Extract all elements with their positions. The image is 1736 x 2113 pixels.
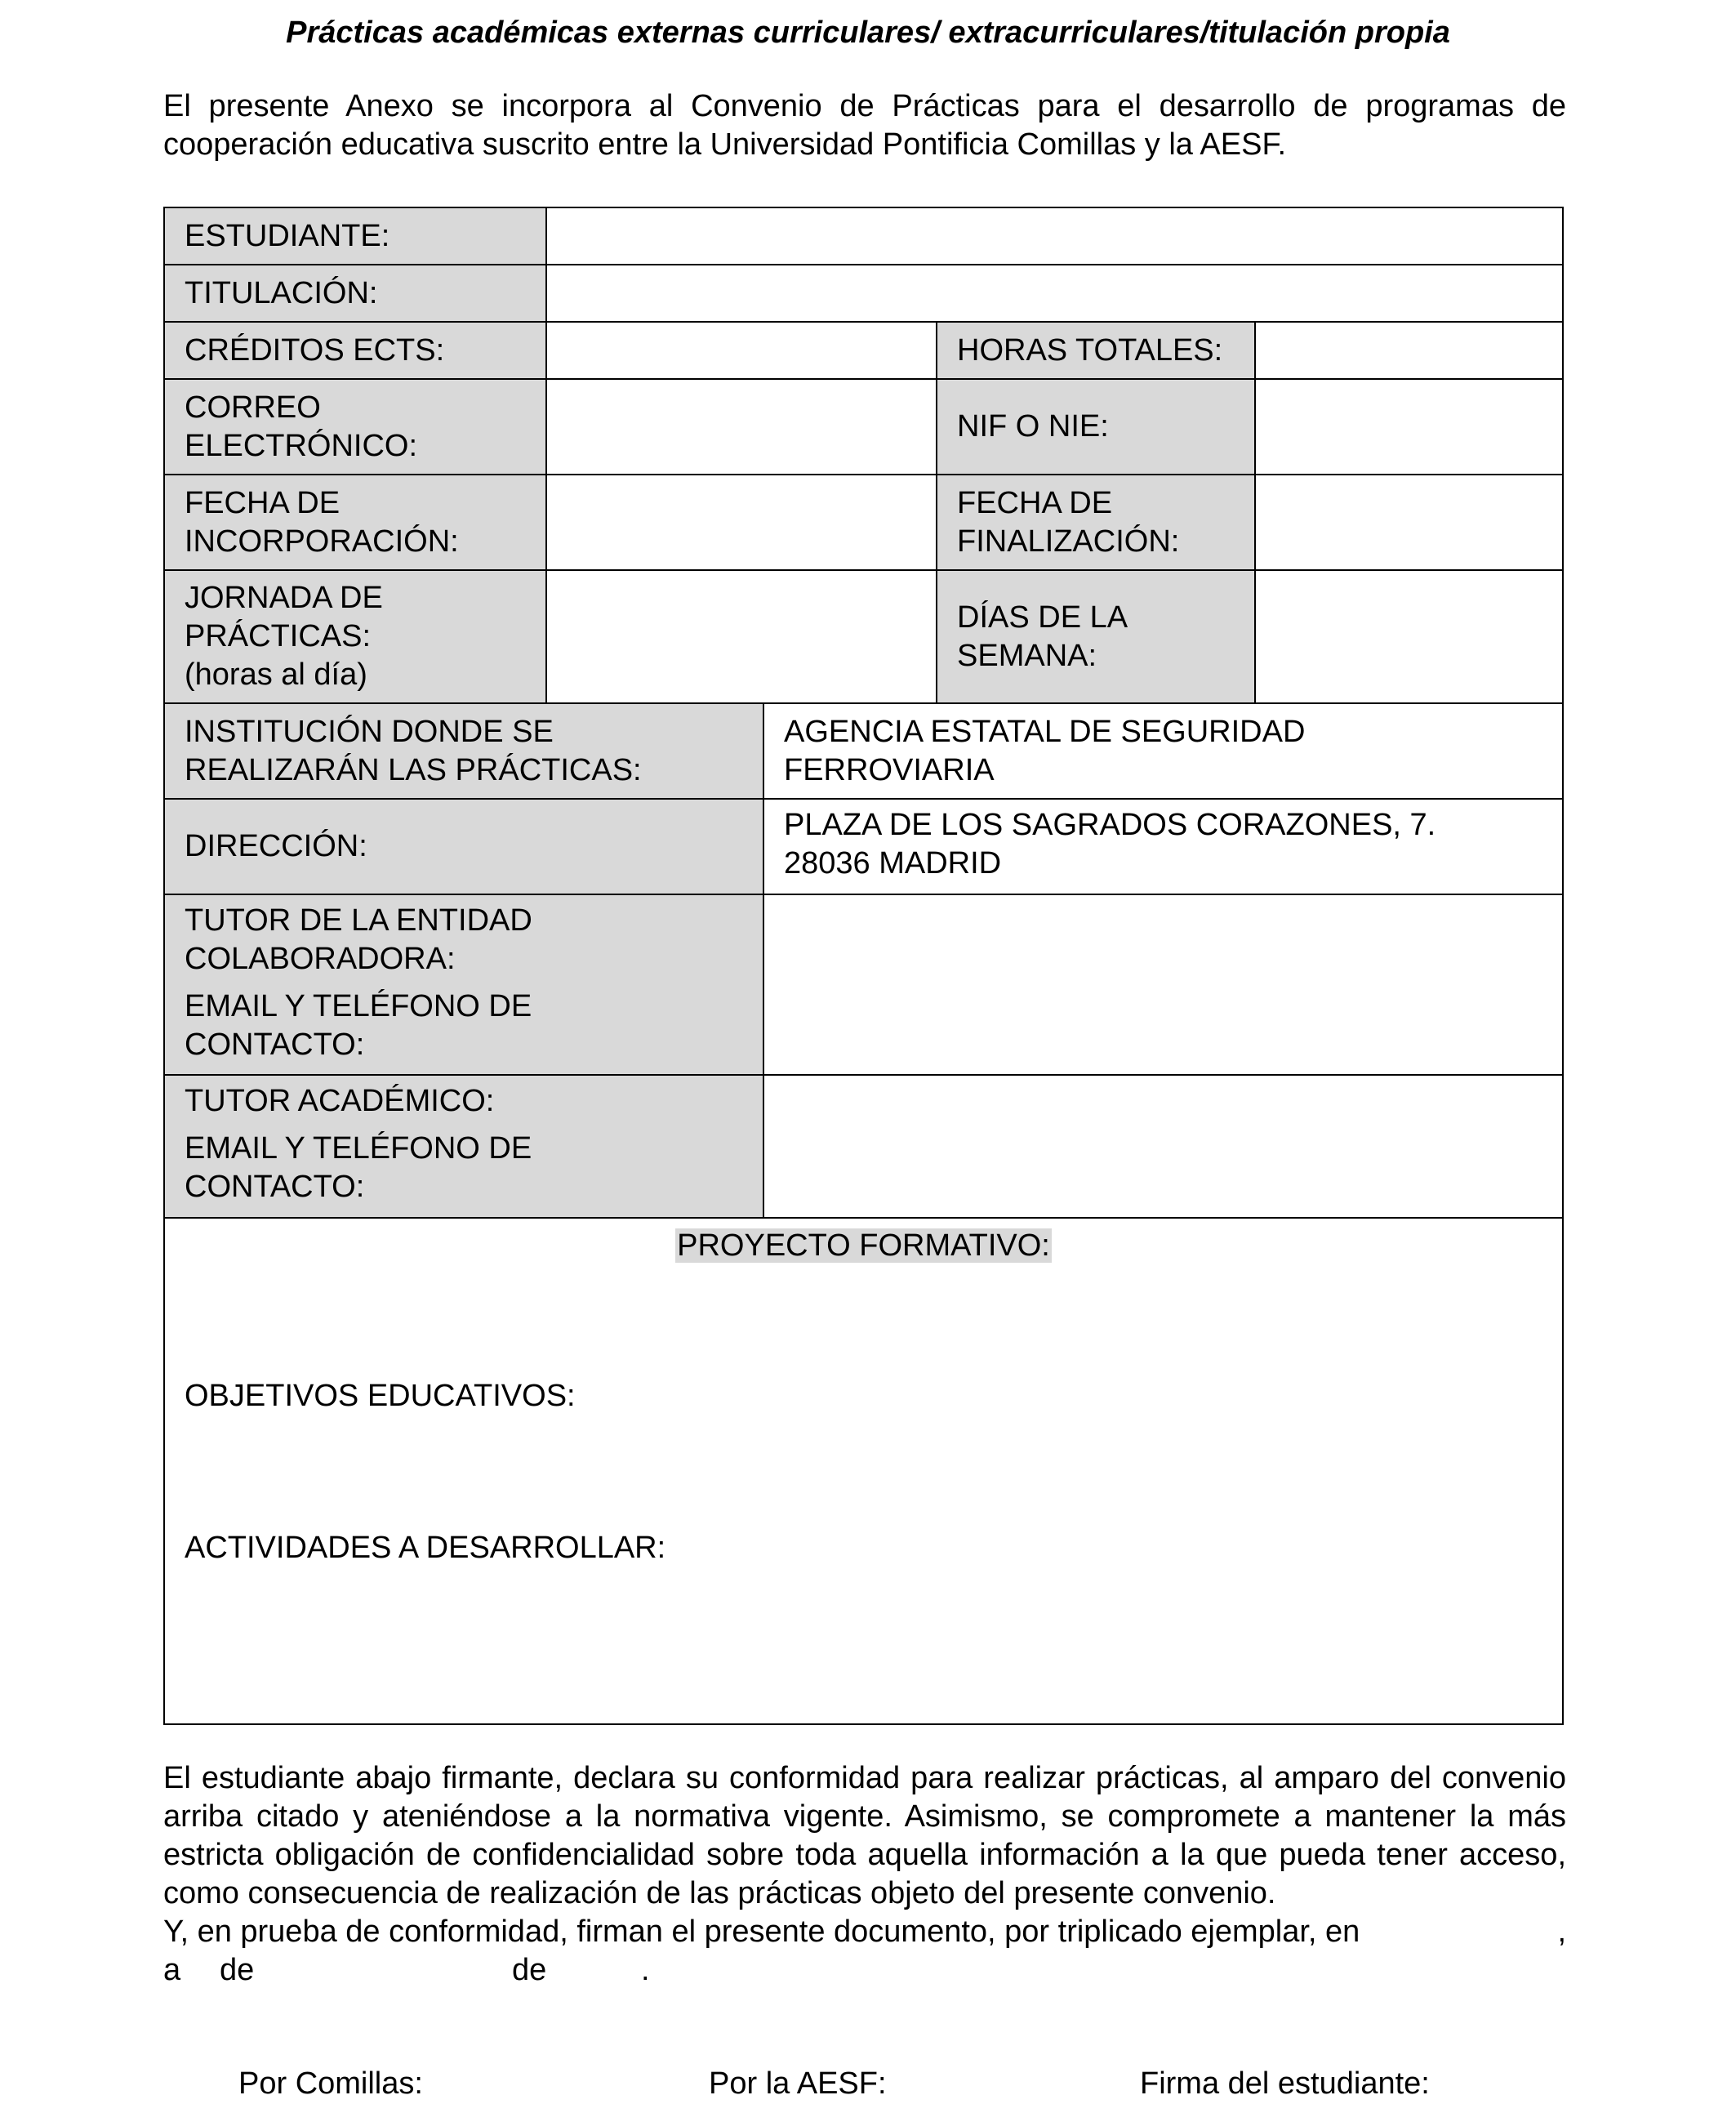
fecha-incorporacion-field[interactable] [546,475,937,570]
declaration-paragraph: El estudiante abajo firmante, declara su conformidad para realizar prácticas, al amparo del convenio arriba citado y ateniéndose a la normativa vigente. Asimismo, se compromete a mantener la más estricta obligación de confidencialidad sobre toda aquella información a la que pueda tener acceso, como consecuencia de realización de las prácticas objeto del presente convenio. [163,1761,1566,1910]
declaration-block [163,1759,1566,1990]
estudiante-field[interactable] [546,207,1563,265]
dias-label [937,570,1255,703]
fecha-finalizacion-label-line-2: FINALIZACIÓN: [957,524,1180,559]
row-institucion [164,703,1563,799]
jornada-field[interactable] [546,570,937,703]
row-proyecto-formativo [164,1218,1563,1724]
tutor-academico-field[interactable] [763,1075,1563,1218]
nif-field[interactable] [1255,379,1563,475]
direccion-label: DIRECCIÓN: [164,799,763,894]
tutor-entidad-label-line-2: COLABORADORA: [185,942,456,976]
estudiante-label: ESTUDIANTE: [164,207,546,265]
declaration-closing-comma: , [1557,1915,1566,1949]
tutor-academico-label-line: TUTOR ACADÉMICO: [185,1084,495,1118]
dias-label-line-2: SEMANA: [957,638,1097,673]
tutor-academico-contact-line-2: CONTACTO: [185,1170,365,1204]
direccion-field[interactable] [763,799,1563,894]
signature-aesf: Por la AESF: [709,2066,887,2101]
tutor-entidad-label [164,894,763,1075]
jornada-label-line-2: PRÁCTICAS: [185,619,372,653]
dias-field[interactable] [1255,570,1563,703]
proyecto-formativo-title: PROYECTO FORMATIVO: [677,1228,1050,1263]
proyecto-formativo-heading [185,1227,1542,1265]
jornada-label-note: (horas al día) [185,658,367,692]
student-form-table [163,207,1564,1725]
correo-field[interactable] [546,379,937,475]
row-creditos-horas [164,322,1563,379]
tutor-entidad-contact-line-2: CONTACTO: [185,1028,365,1062]
horas-field[interactable] [1255,322,1563,379]
row-tutor-entidad [164,894,1563,1075]
institucion-label-line-1: INSTITUCIÓN DONDE SE [185,714,554,749]
actividades-label: ACTIVIDADES A DESARROLLAR: [185,1531,666,1565]
titulacion-field[interactable] [546,265,1563,322]
signature-estudiante: Firma del estudiante: [1140,2066,1430,2101]
declaration-date-line [163,1951,1566,1990]
institucion-value-line-1: AGENCIA ESTATAL DE SEGURIDAD [784,714,1306,749]
jornada-label [164,570,546,703]
declaration-closing-line [163,1913,1566,1951]
row-fechas [164,475,1563,570]
date-de-1: de [220,1953,255,1987]
tutor-academico-contact-line-1: EMAIL Y TELÉFONO DE [185,1131,532,1166]
correo-label [164,379,546,475]
direccion-value-line-1: PLAZA DE LOS SAGRADOS CORAZONES, 7. [784,808,1436,842]
row-jornada-dias [164,570,1563,703]
row-tutor-academico [164,1075,1563,1218]
signature-comillas: Por Comillas: [238,2066,423,2101]
row-correo-nif [164,379,1563,475]
horas-label: HORAS TOTALES: [937,322,1255,379]
date-a: a [163,1953,181,1987]
declaration-closing-text: Y, en prueba de conformidad, firman el presente documento, por triplicado ejemplar, en [163,1915,1360,1949]
row-estudiante [164,207,1563,265]
institucion-value-line-2: FERROVIARIA [784,752,995,787]
fecha-incorporacion-label-line-2: INCORPORACIÓN: [185,524,459,559]
date-period: . [641,1953,650,1987]
fecha-finalizacion-label-line-1: FECHA DE [957,485,1113,520]
tutor-entidad-label-line-1: TUTOR DE LA ENTIDAD [185,903,532,938]
fecha-incorporacion-label [164,475,546,570]
fecha-incorporacion-label-line-1: FECHA DE [185,485,341,520]
tutor-academico-label [164,1075,763,1218]
creditos-field[interactable] [546,322,937,379]
institucion-label-line-2: REALIZARÁN LAS PRÁCTICAS: [185,752,642,787]
proyecto-formativo-cell [164,1218,1563,1724]
direccion-value-line-2: 28036 MADRID [784,846,1002,880]
tutor-entidad-contact-line-1: EMAIL Y TELÉFONO DE [185,989,532,1023]
row-titulacion [164,265,1563,322]
creditos-label: CRÉDITOS ECTS: [164,322,546,379]
row-direccion [164,799,1563,894]
date-de-2: de [512,1953,547,1987]
correo-label-line-1: CORREO [185,390,321,425]
tutor-entidad-field[interactable] [763,894,1563,1075]
correo-label-line-2: ELECTRÓNICO: [185,428,418,463]
fecha-finalizacion-label [937,475,1255,570]
intro-paragraph: El presente Anexo se incorpora al Convenio de Prácticas para el desarrollo de programas de cooperación educativa suscrito entre la Universidad Pontificia Comillas y la AESF. [163,89,1566,162]
nif-label: NIF O NIE: [937,379,1255,475]
jornada-label-line-1: JORNADA DE [185,581,383,615]
objetivos-educativos-label: OBJETIVOS EDUCATIVOS: [185,1379,576,1413]
document-title: Prácticas académicas externas curriculares/ extracurriculares/titulación propia [286,16,1450,50]
institucion-label [164,703,763,799]
dias-label-line-1: DÍAS DE LA [957,600,1128,635]
institucion-field[interactable] [763,703,1563,799]
fecha-finalizacion-field[interactable] [1255,475,1563,570]
titulacion-label: TITULACIÓN: [164,265,546,322]
